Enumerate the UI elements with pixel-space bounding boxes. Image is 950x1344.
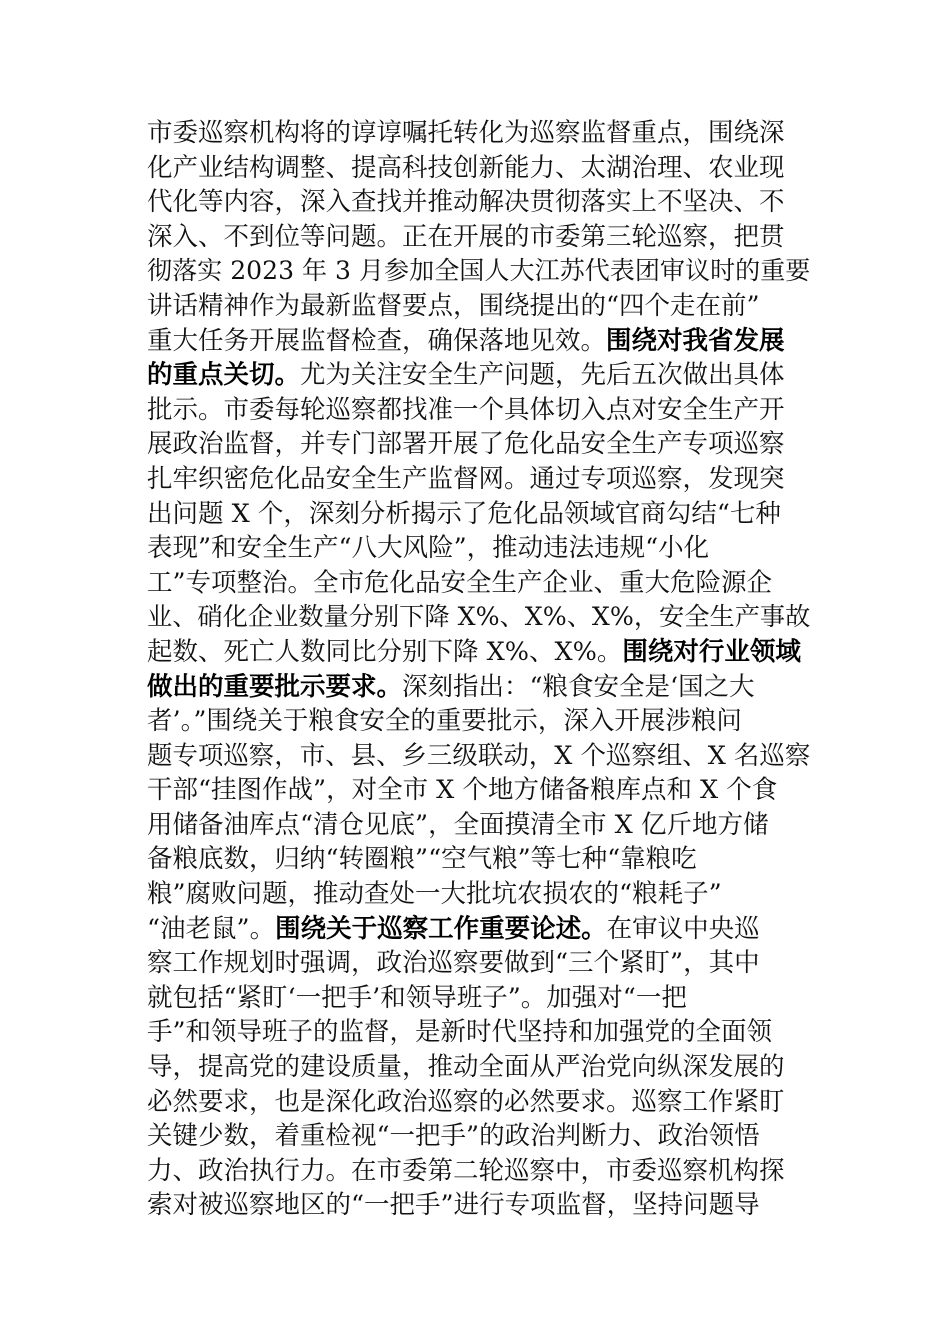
paragraph-text: 题专项巡察，市、县、乡三级联动，X 个巡察组、X 名巡察 [147, 740, 811, 771]
text-line [147, 1015, 811, 1050]
paragraph-text: 深刻指出：“粮食安全是‘国之大 [402, 671, 755, 702]
text-line [147, 1188, 811, 1223]
text-line [147, 808, 811, 843]
text-line [147, 877, 811, 912]
paragraph-text: 扎牢织密危化品安全生产监督网。通过专项巡察，发现突 [147, 463, 785, 494]
text-line [147, 393, 811, 428]
paragraph-text: 手”和领导班子的监督，是新时代坚持和加强党的全面领 [147, 1017, 773, 1048]
paragraph-text: 者’。”围绕关于粮食安全的重要批示，深入开展涉粮问 [147, 706, 742, 737]
paragraph-text: 在审议中央巡 [606, 913, 760, 944]
text-line [147, 946, 811, 981]
paragraph-text: 展政治监督，并专门部署开展了危化品安全生产专项巡察 [147, 429, 785, 460]
paragraph-text: 化产业结构调整、提高科技创新能力、太湖治理、农业现 [147, 152, 785, 183]
text-line [147, 116, 811, 151]
text-line [147, 1050, 811, 1085]
text-line [147, 600, 811, 635]
text-line [147, 704, 811, 739]
text-line [147, 151, 811, 186]
paragraph-text: 察工作规划时强调，政治巡察要做到“三个紧盯”，其中 [147, 948, 760, 979]
bold-heading-text: 做出的重要批示要求。 [147, 671, 403, 702]
paragraph-text: 起数、死亡人数同比分别下降 X%、X%。 [147, 636, 623, 667]
text-line [147, 185, 811, 220]
paragraph-text: 深入、不到位等问题。正在开展的市委第三轮巡察，把贯 [147, 221, 785, 252]
text-line [147, 842, 811, 877]
paragraph-text: 力、政治执行力。在市委第二轮巡察中，市委巡察机构探 [147, 1155, 785, 1186]
text-line [147, 497, 811, 532]
text-line [147, 462, 811, 497]
paragraph-text: 代化等内容，深入查找并推动解决贯彻落实上不坚决、不 [147, 187, 785, 218]
bold-heading-text: 围绕对行业领域 [622, 636, 801, 667]
text-line [147, 739, 811, 774]
paragraph-text: 出问题 X 个，深刻分析揭示了危化品领域官商勾结“七种 [147, 498, 781, 529]
paragraph-text: 讲话精神作为最新监督要点，围绕提出的“四个走在前” [147, 290, 760, 321]
text-line [147, 635, 811, 670]
text-line [147, 324, 811, 359]
text-line [147, 289, 811, 324]
paragraph-text: 重大任务开展监督检查，确保落地见效。 [147, 325, 607, 356]
text-line [147, 220, 811, 255]
paragraph-text: 关键少数，着重检视“一把手”的政治判断力、政治领悟 [147, 1121, 760, 1152]
bold-heading-text: 围绕对我省发展 [606, 325, 785, 356]
paragraph-text: 导，提高党的建设质量，推动全面从严治党向纵深发展的 [147, 1052, 785, 1083]
text-line [147, 981, 811, 1016]
paragraph-text: 表现”和安全生产“八大风险”，推动违法违规“小化 [147, 533, 710, 564]
paragraph-text: 用储备油库点“清仓见底”，全面摸清全市 X 亿斤地方储 [147, 809, 769, 840]
text-line [147, 358, 811, 393]
text-line [147, 1085, 811, 1120]
paragraph-text: 必然要求，也是深化政治巡察的必然要求。巡察工作紧盯 [147, 1086, 785, 1117]
text-line [147, 531, 811, 566]
paragraph-text: 尤为关注安全生产问题，先后五次做出具体 [300, 360, 785, 391]
bold-heading-text: 的重点关切。 [147, 360, 301, 391]
paragraph-text: 索对被巡察地区的“一把手”进行专项监督，坚持问题导 [147, 1190, 760, 1221]
body-text [147, 116, 811, 1223]
text-line [147, 1119, 811, 1154]
paragraph-text: 业、硝化企业数量分别下降 X%、X%、X%，安全生产事故 [147, 602, 811, 632]
text-line [147, 670, 811, 705]
paragraph-text: 干部“挂图作战”，对全市 X 个地方储备粮库点和 X 个食 [147, 775, 778, 806]
paragraph-text: 就包括“紧盯‘一把手’和领导班子”。加强对“一把 [147, 982, 687, 1013]
text-line [147, 427, 811, 462]
paragraph-text: 备粮底数，归纳“转圈粮”“空气粮”等七种“靠粮吃 [147, 844, 697, 875]
bold-heading-text: 围绕关于巡察工作重要论述。 [275, 913, 607, 944]
text-line [147, 254, 811, 289]
paragraph-text: 工”专项整治。全市危化品安全生产企业、重大危险源企 [147, 567, 773, 598]
paragraph-text: 粮”腐败问题，推动查处一大批坑农损农的“粮耗子” [147, 879, 722, 910]
paragraph-text: 市委巡察机构将的谆谆嘱托转化为巡察监督重点，围绕深 [147, 118, 785, 148]
text-line [147, 773, 811, 808]
paragraph-text: 彻落实 2023 年 3 月参加全国人大江苏代表团审议时的重要 [147, 256, 811, 286]
text-line [147, 912, 811, 947]
text-line [147, 566, 811, 601]
paragraph-text: “油老鼠”。 [147, 913, 276, 944]
paragraph-text: 批示。市委每轮巡察都找准一个具体切入点对安全生产开 [147, 394, 785, 425]
text-line [147, 1154, 811, 1189]
